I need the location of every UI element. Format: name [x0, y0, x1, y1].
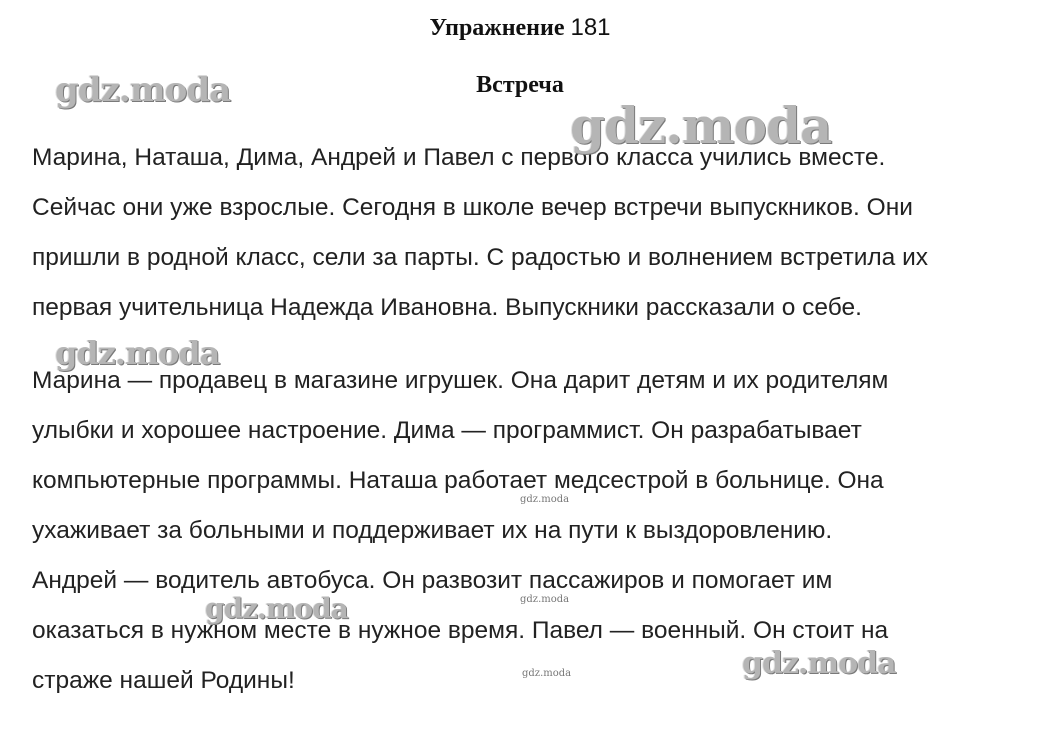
watermark: gdz.moda — [570, 96, 832, 155]
text-line: Марина, Наташа, Дима, Андрей и Павел с первого класса учились вместе. — [32, 144, 886, 171]
exercise-title — [0, 14, 1040, 42]
text-line: Андрей — водитель автобуса. Он развозит пассажиров и помогает им — [32, 567, 833, 594]
text-line: страже нашей Родины! — [32, 667, 295, 694]
watermark-small: gdz.moda — [520, 594, 570, 605]
exercise-title-word: Упражнение — [429, 15, 565, 41]
text-line: улыбки и хорошее настроение. Дима — программист. Он разрабатывает — [32, 417, 862, 444]
exercise-number: 181 — [570, 14, 611, 41]
text-line: ухаживает за больными и поддерживает их на пути к выздоровлению. — [32, 517, 833, 544]
text-line: Марина — продавец в магазине игрушек. Она дарит детям и их родителям — [32, 367, 889, 394]
text-line: Сейчас они уже взрослые. Сегодня в школе вечер встречи выпускников. Они — [32, 194, 913, 221]
watermark: gdz.moda — [205, 592, 348, 625]
watermark: gdz.moda — [742, 646, 896, 681]
text-line: пришли в родной класс, сели за парты. С радостью и волнением встретила их — [32, 244, 929, 271]
watermark-small: gdz.moda — [520, 494, 570, 505]
text-line: первая учительница Надежда Ивановна. Выпускники рассказали о себе. — [32, 294, 862, 321]
text-heading: Встреча — [476, 72, 564, 98]
text-line: оказаться в нужном месте в нужное время. Павел — военный. Он стоит на — [32, 617, 889, 644]
watermark: gdz.moda — [55, 70, 231, 110]
watermark: gdz.moda — [55, 334, 220, 372]
text-line: компьютерные программы. Наташа работает медсестрой в больнице. Она — [32, 467, 884, 494]
watermark-small: gdz.moda — [522, 668, 572, 679]
